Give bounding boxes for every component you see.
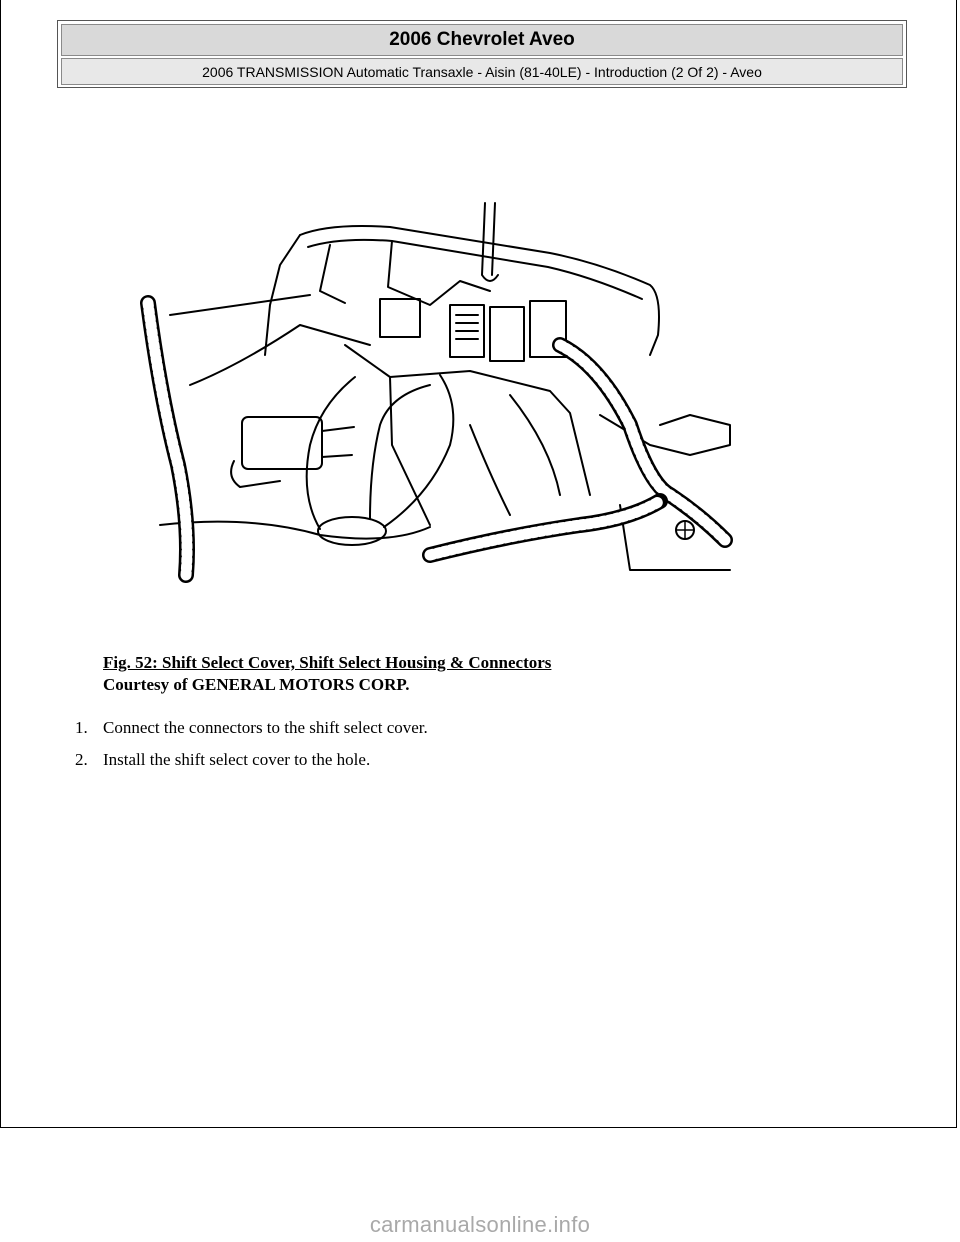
figure-shift-select-illustration [130,195,740,585]
figure-caption-credit: Courtesy of GENERAL MOTORS CORP. [103,675,410,694]
step-number: 1. [75,718,88,737]
figure-caption-title: Fig. 52: Shift Select Cover, Shift Select Housing & Connectors [103,653,552,672]
step-number: 2. [75,750,88,769]
header-subtitle: 2006 TRANSMISSION Automatic Transaxle - Aisin (81-40LE) - Introduction (2 Of 2) - Aveo [61,58,903,85]
step-text: Connect the connectors to the shift select cover. [103,718,428,737]
header-title: 2006 Chevrolet Aveo [61,24,903,56]
figure-caption [103,652,551,696]
site-watermark: carmanualsonline.info [369,1212,591,1237]
procedure-step [75,750,428,770]
step-text: Install the shift select cover to the hole. [103,750,371,769]
procedure-step [75,718,428,738]
procedure-steps [75,718,428,782]
document-header [57,20,907,88]
